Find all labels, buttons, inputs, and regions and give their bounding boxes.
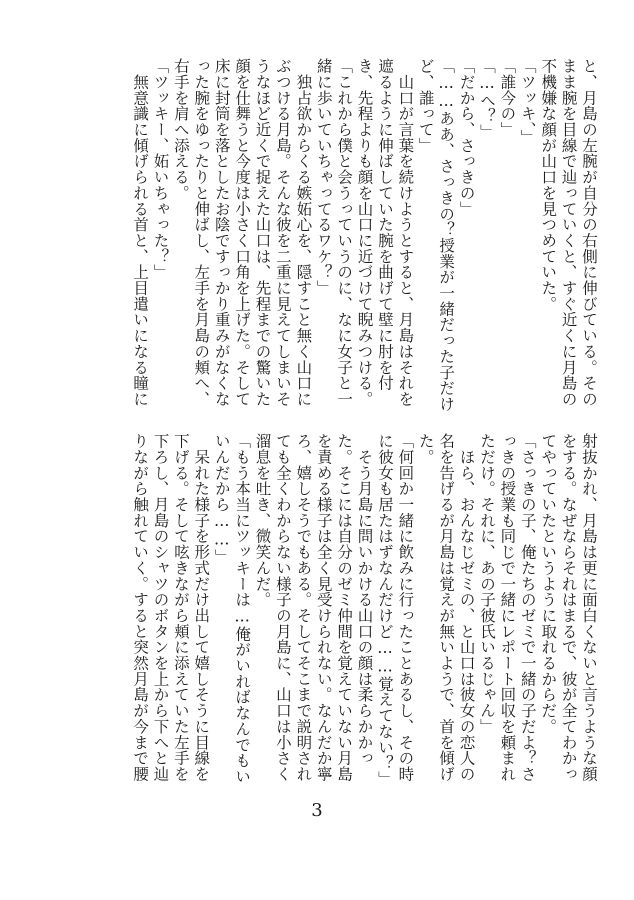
text-line: うなほど近くで捉えた山口は、先程までの驚いた bbox=[253, 58, 272, 407]
text-line: った腕をゆったりと伸ばし、左手を月島の頬へ、 bbox=[192, 58, 211, 407]
text-line: ろ、嬉しそうでもある。そしてそこまで説明され bbox=[294, 433, 313, 782]
text-line: まま腕を目線で辿っていくと、すぐ近くに月島の bbox=[559, 58, 578, 407]
text-line: に彼女も居たはずなんだけど……覚えてない？」 bbox=[375, 433, 394, 787]
text-line: 「何回か一緒に飲みに行ったことあるし、その時 bbox=[396, 433, 415, 782]
text-line: ど、誰って」 bbox=[416, 58, 435, 154]
text-line: 「…へ？」 bbox=[477, 58, 496, 140]
page-number: 3 bbox=[311, 800, 323, 821]
text-line: をする。なぜならそれはまるで、彼が全てわかっ bbox=[559, 433, 578, 782]
text-line: 床に封筒を落としたお陰ですっかり重みがなくな bbox=[212, 58, 231, 407]
text-line: 「ツッキ、」 bbox=[518, 58, 537, 146]
text-line: 射抜かれ、月島は更に面白くないと言うような顔 bbox=[580, 433, 598, 782]
text-line: 顔を仕舞うと今度は小さく口角を上げた。そして bbox=[233, 58, 252, 407]
text-line: 「もう本当にツッキーは…俺がいればなんでもい bbox=[233, 433, 252, 785]
text-line: 名を告げるが月島は覚えが無いようで、首を傾げ bbox=[437, 433, 456, 782]
text-line: ほら、おんなじゼミの、と山口は彼女の恋人の bbox=[457, 433, 476, 782]
upper-text-block bbox=[29, 58, 599, 412]
text-line: 不機嫌な顔が山口を見つめていた。 bbox=[539, 58, 558, 312]
text-line: そう月島に問いかける山口の顔は柔らかかっ bbox=[355, 433, 374, 766]
text-line: 遮るように伸ばしていた腕を曲げて壁に肘を付 bbox=[375, 58, 394, 391]
text-line: 下げる。そして呟きながら頬に添えていた左手を bbox=[171, 433, 190, 782]
text-line: た。そこには自分のゼミ仲間を覚えていない月島 bbox=[335, 433, 354, 782]
text-line: を責める様子は全く見受けられない。なんだか寧 bbox=[314, 433, 333, 782]
lower-text-block bbox=[29, 433, 599, 787]
text-line: ただけ。それに、あの子彼氏いるじゃん」 bbox=[477, 433, 496, 735]
text-line: ぶつける月島。そんな彼を二重に見えてしまいそ bbox=[273, 58, 292, 407]
text-line: 山口が言葉を続けようとすると、月島はそれを bbox=[396, 58, 415, 407]
text-line: 「だから、さっきの」 bbox=[457, 58, 476, 217]
text-line: 右手を肩へ添える。 bbox=[171, 58, 190, 201]
text-line: 無意識に傾げられる首と、上目遣いになる瞳に bbox=[131, 58, 150, 407]
text-line: と、月島の左腕が自分の右側に伸びている。その bbox=[580, 58, 598, 407]
text-line: 下ろし、月島のシャツのボタンを上から下へと辿 bbox=[151, 433, 170, 782]
text-line: 「これから僕と会うっていうのに、なに女子と一 bbox=[335, 58, 354, 407]
text-line: た。 bbox=[416, 433, 435, 465]
text-line: 「……ああ、さっきの？授業が一緒だった子だけ bbox=[437, 58, 456, 412]
text-line: 独占欲からくる嫉妬心を、隠すこと無く山口に bbox=[294, 58, 313, 407]
text-line: 「さっきの子、俺たちのゼミで一緒の子だよ？さ bbox=[518, 433, 537, 782]
text-line: てやっていたというように取れるからだ。 bbox=[539, 433, 558, 735]
text-line: き、先程よりも顔を山口に近づけて睨みつける。 bbox=[355, 58, 374, 407]
text-line: 「誰今の」 bbox=[498, 58, 517, 138]
text-line: っきの授業も同じで一緒にレポート回収を頼まれ bbox=[498, 433, 517, 782]
text-line: 溜息を吐き、微笑んだ。 bbox=[253, 433, 272, 608]
text-line: りながら触れていく。すると突然月島が今まで腰 bbox=[131, 433, 150, 782]
text-line: 呆れた様子を形式だけ出して嬉しそうに目線を bbox=[192, 433, 211, 782]
text-line: 「ツッキー、妬いちゃった？」 bbox=[151, 58, 170, 280]
text-line: 緒に歩いていちゃってるワケ？」 bbox=[314, 58, 333, 296]
text-line: いんだから……」 bbox=[212, 433, 231, 565]
text-line: ても全くわからない様子の月島に、山口は小さく bbox=[273, 433, 292, 782]
